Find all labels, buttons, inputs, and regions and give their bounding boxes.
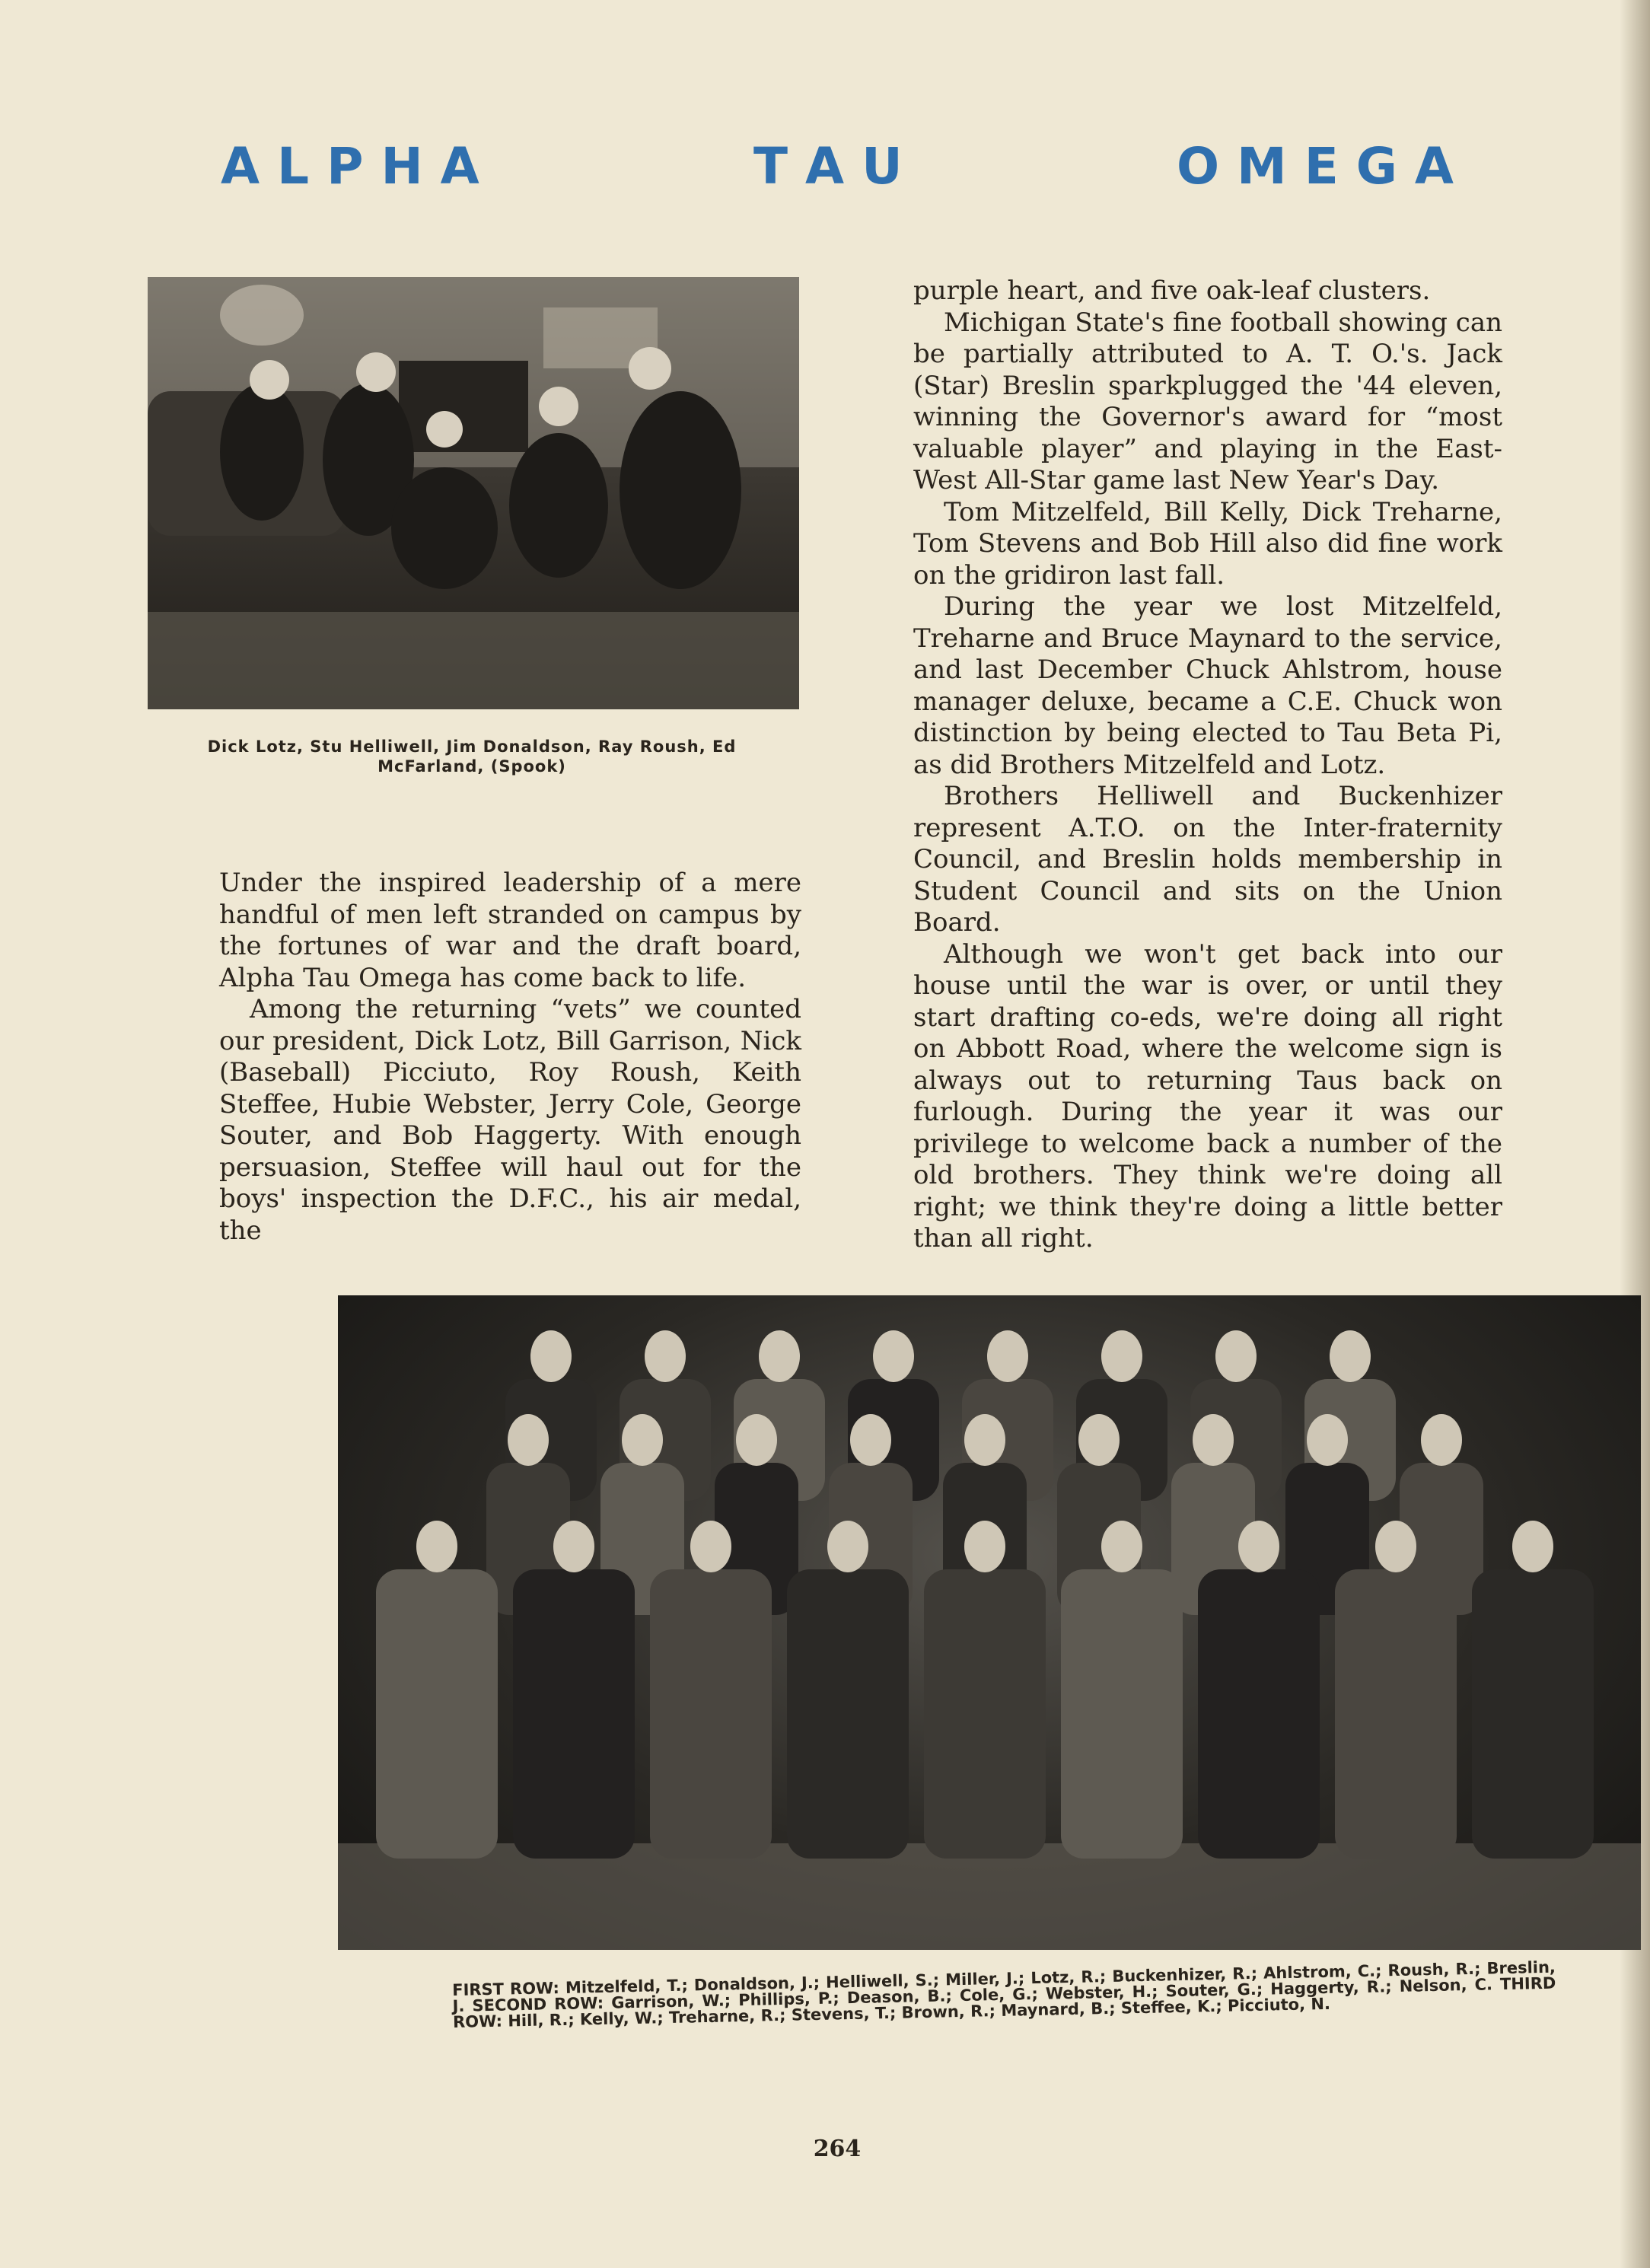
person-silhouette: [924, 1569, 1046, 1859]
person-head: [1512, 1521, 1553, 1572]
person-head: [622, 1414, 663, 1466]
person-head: [736, 1414, 777, 1466]
person-head: [645, 1330, 686, 1382]
paragraph: Brothers Helliwell and Buckenhizer represent A.T.O. on the Inter-fraternity Council, and Breslin holds membership in Student Council and sits on the Union Board.: [913, 781, 1502, 938]
person-head: [759, 1330, 800, 1382]
group-photo-small: [148, 277, 799, 709]
person-head: [1307, 1414, 1348, 1466]
photo-illustration: [338, 1295, 1641, 1950]
person-head: [1101, 1330, 1142, 1382]
page-title: [221, 137, 1454, 196]
person-head: [987, 1330, 1028, 1382]
paragraph: Michigan State's fine football showing can be partially attributed to A. T. O.'s. Jack (Star) Breslin sparkplugged the '44 eleven, winning the Governor's award for “most valuable player” and playing in the East-West All-Star game last New Year's Day.: [913, 307, 1502, 495]
photo-caption-top: Dick Lotz, Stu Helliwell, Jim Donaldson, Ray Roush, Ed McFarland, (Spook): [207, 737, 737, 776]
paragraph: Under the inspired leadership of a mere handful of men left stranded on campus by the fortunes of war and the draft board, Alpha Tau Omega has come back to life.: [219, 868, 801, 993]
person-silhouette: [376, 1569, 498, 1859]
person-head: [850, 1414, 891, 1466]
paragraph: Although we won't get back into our house until the war is over, or until they start drafting co-eds, we're doing all right on Abbott Road, where the welcome sign is always out to returning Taus back on furlough. During the year it was our privilege to welcome back a number of the old brothers. They think we're doing all right; we think they're doing a little better than all right.: [913, 938, 1502, 1253]
paragraph: purple heart, and five oak-leaf clusters.: [913, 276, 1431, 306]
person-head: [1375, 1521, 1416, 1572]
person-head: [1193, 1414, 1234, 1466]
person-head: [827, 1521, 868, 1572]
person-head: [1078, 1414, 1120, 1466]
paragraph: Among the returning “vets” we counted our president, Dick Lotz, Bill Garrison, Nick (Baseball) Picciuto, Roy Roush, Keith Steffee, Hubie Webster, Jerry Cole, George Souter, and Bob Haggerty. With enough persuasion, Steffee will haul out for the boys' inspection the D.F.C., his air medal, the: [219, 994, 801, 1246]
title-word-omega: O M E G A: [1176, 137, 1454, 196]
person-head: [690, 1521, 731, 1572]
person-head: [1238, 1521, 1279, 1572]
person-silhouette: [787, 1569, 909, 1859]
person-silhouette: [1335, 1569, 1457, 1859]
person-silhouette: [1472, 1569, 1594, 1859]
person-silhouette: [650, 1569, 772, 1859]
title-word-tau: T A U: [753, 137, 903, 196]
person-head: [1330, 1330, 1371, 1382]
person-head: [530, 1330, 572, 1382]
person-head: [1215, 1330, 1257, 1382]
person-head: [964, 1521, 1005, 1572]
person-head: [1421, 1414, 1462, 1466]
photo-caption-bottom: FIRST ROW: Mitzelfeld, T.; Donaldson, J.; Helliwell, S.; Miller, J.; Lotz, R.; Buckenhizer, R.; Ahlstrom, C.; Roush, R.; Breslin, J. SECOND ROW: Garrison, W.; Phillips, P.; Deason, B.; Cole, G.; Webster, H.; Souter, G.; Haggerty, R.; Nelson, C. THIRD ROW: Hill, R.; Kelly, W.; Treharne, R.; Stevens, T.; Brown, R.; Maynard, B.; Steffee, K.; Picciuto, N.: [451, 1957, 1556, 2031]
title-word-alpha: A L P H A: [221, 137, 479, 196]
page-number: 264: [813, 2136, 862, 2162]
person-silhouette: [1198, 1569, 1320, 1859]
article-column-left: [219, 868, 801, 1247]
person-head: [964, 1414, 1005, 1466]
person-silhouette: [1061, 1569, 1183, 1859]
article-column-right: [913, 276, 1502, 1255]
paragraph: Tom Mitzelfeld, Bill Kelly, Dick Treharne, Tom Stevens and Bob Hill also did fine work on the gridiron last fall.: [913, 496, 1502, 591]
person-head: [873, 1330, 914, 1382]
person-head: [1101, 1521, 1142, 1572]
person-head: [508, 1414, 549, 1466]
person-head: [416, 1521, 457, 1572]
person-silhouette: [513, 1569, 635, 1859]
photo-illustration: [148, 277, 799, 709]
person-head: [553, 1521, 594, 1572]
paragraph: During the year we lost Mitzelfeld, Treharne and Bruce Maynard to the service, and last December Chuck Ahlstrom, house manager deluxe, became a C.E. Chuck won distinction by being elected to Tau Beta Pi, as did Brothers Mitzelfeld and Lotz.: [913, 591, 1502, 780]
group-photo-large: [338, 1295, 1641, 1950]
